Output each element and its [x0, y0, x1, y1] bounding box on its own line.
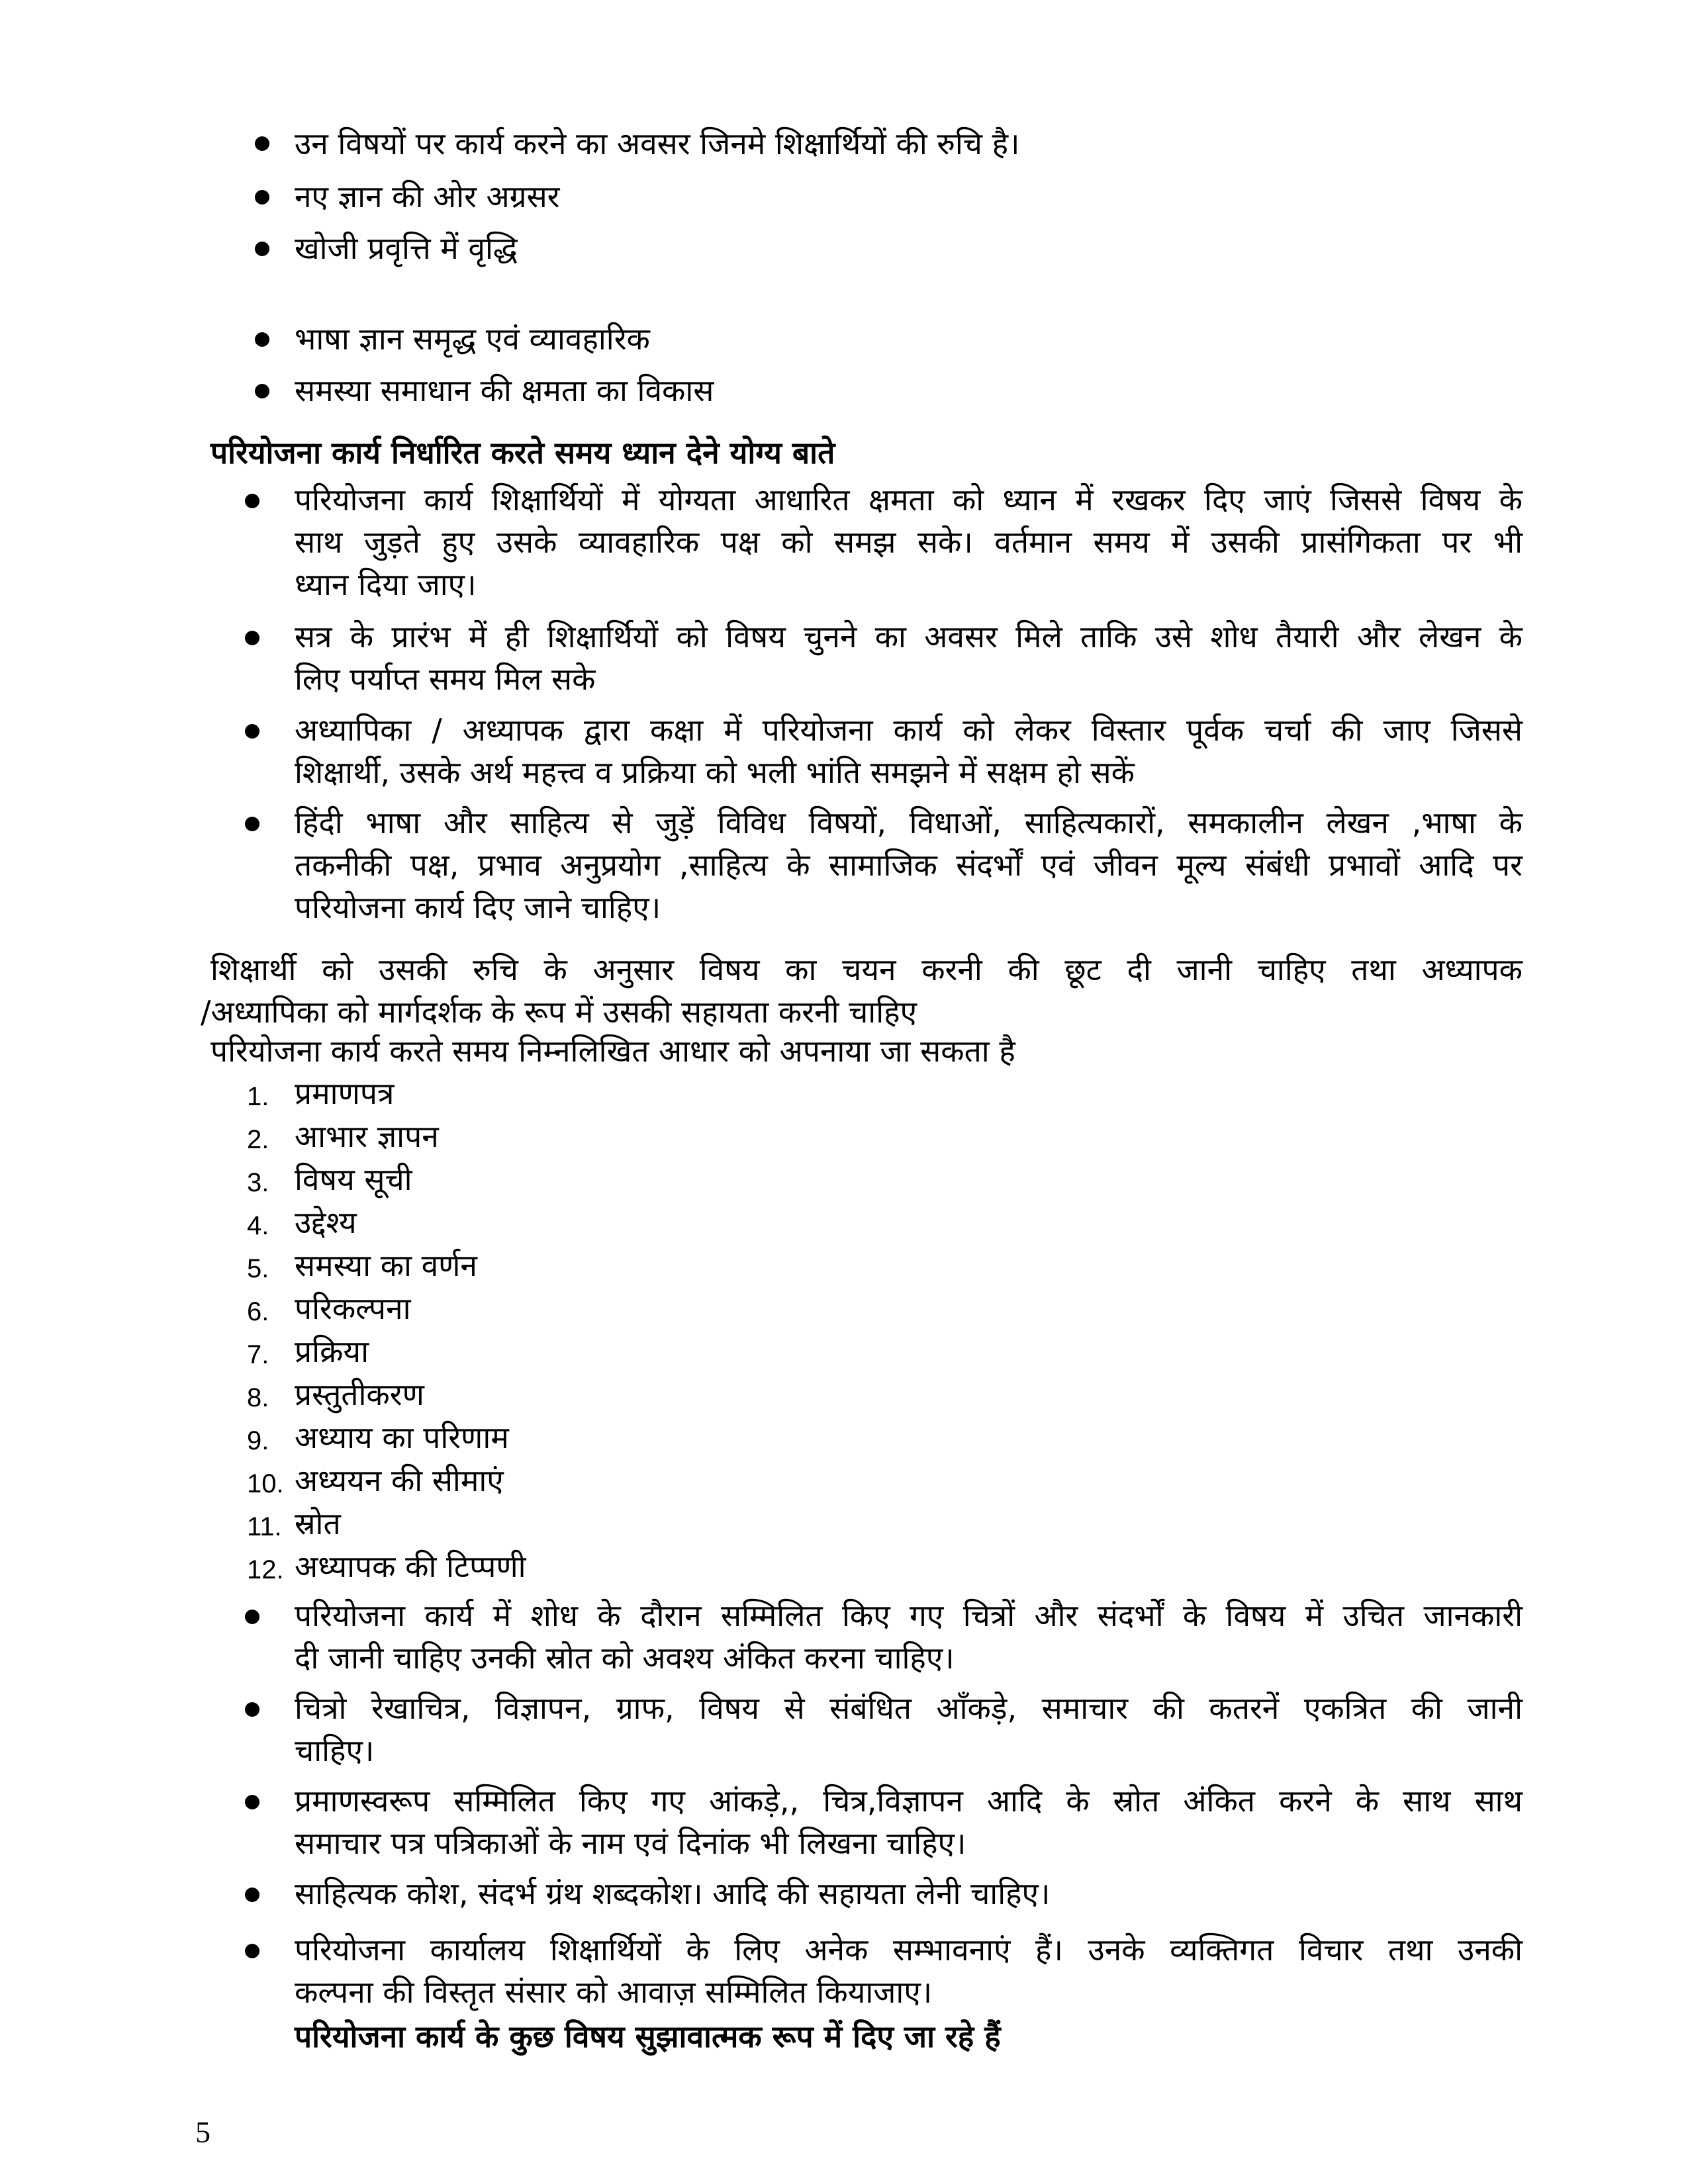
para-choice-line-1: शिक्षार्थी को उसकी रुचि के अनुसार विषय का चयन करनी की छूट दी जानी चाहिए तथा अध्यापक	[211, 952, 1523, 987]
guideline-2-line-2: लिए पर्याप्त समय मिल सके	[295, 661, 596, 697]
page-number: 5	[195, 2115, 211, 2149]
list-number: 5.	[247, 1254, 269, 1283]
basis-item-9: अध्याय का परिणाम	[295, 1420, 509, 1455]
basis-item-2: आभार ज्ञापन	[295, 1118, 439, 1154]
bullet-icon	[245, 1888, 259, 1902]
top-bullet-4: भाषा ज्ञान समृद्ध एवं व्यावहारिक	[295, 321, 650, 357]
list-number: 1.	[247, 1082, 269, 1111]
top-bullet-1: उन विषयों पर कार्य करने का अवसर जिनमे शिक्षार्थियों की रुचि है।	[295, 126, 1020, 161]
list-number: 2.	[247, 1125, 269, 1154]
basis-item-6: परिकल्पना	[295, 1291, 411, 1326]
guideline-2-line-1: सत्र के प्रारंभ में ही शिक्षार्थियों को विषय चुनने का अवसर मिले ताकि उसे शोध तैयारी और लेखन के	[295, 619, 1523, 655]
bullet-icon	[245, 1702, 259, 1717]
bullet-icon	[245, 724, 259, 739]
guideline-3-line-1: अध्यापिका / अध्यापक द्वारा कक्षा में परियोजना कार्य को लेकर विस्तार पूर्वक चर्चा की जाए जिससे	[295, 712, 1523, 748]
basis-item-3: विषय सूची	[295, 1161, 412, 1197]
bottom-bullet-5-line-1: परियोजना कार्यालय शिक्षार्थियों के लिए अनेक सम्भावनाएं हैं। उनके व्यक्तिगत विचार तथा उनकी	[295, 1932, 1523, 1968]
list-number: 7.	[247, 1340, 269, 1369]
list-number: 12.	[247, 1555, 284, 1584]
bottom-bullet-2-line-2: चाहिए।	[295, 1733, 375, 1768]
list-number: 11.	[247, 1512, 282, 1541]
bottom-bullet-1-line-2: दी जानी चाहिए उनकी स्रोत को अवश्य अंकित करना चाहिए।	[295, 1640, 955, 1676]
basis-item-10: अध्ययन की सीमाएं	[295, 1463, 504, 1498]
bullet-icon	[245, 631, 259, 645]
top-bullet-2: नए ज्ञान की ओर अग्रसर	[295, 179, 560, 214]
bullet-icon	[245, 1795, 259, 1809]
bottom-bullet-4-line-1: साहित्यक कोश, संदर्भ ग्रंथ शब्दकोश। आदि की सहायता लेनी चाहिए।	[295, 1876, 1051, 1911]
list-number: 6.	[247, 1297, 269, 1326]
top-bullet-3: खोजी प्रवृत्ति में वृद्धि	[295, 230, 518, 266]
guideline-1-line-2: साथ जुड़ते हुए उसके व्यावहारिक पक्ष को समझ सके। वर्तमान समय में उसकी प्रासंगिकता पर भी	[295, 524, 1523, 560]
list-number: 3.	[247, 1168, 269, 1197]
basis-item-7: प्रक्रिया	[295, 1334, 369, 1369]
bottom-bullet-3-line-2: समाचार पत्र पत्रिकाओं के नाम एवं दिनांक भी लिखना चाहिए।	[295, 1825, 966, 1861]
bullet-icon	[255, 332, 269, 347]
list-number: 4.	[247, 1211, 269, 1240]
closing-heading: परियोजना कार्य के कुछ विषय सुझावात्मक रूप में दिए जा रहे हैं	[295, 2019, 1001, 2054]
bottom-bullet-1-line-1: परियोजना कार्य में शोध के दौरान सम्मिलित किए गए चित्रों और संदर्भों के विषय में उचित जानकारी	[295, 1598, 1523, 1633]
bullet-icon	[255, 384, 269, 398]
guideline-4-line-3: परियोजना कार्य दिए जाने चाहिए।	[295, 889, 661, 925]
bottom-bullet-3-line-1: प्रमाणस्वरूप सम्मिलित किए गए आंकड़े,, चित्र,विज्ञापन आदि के स्रोत अंकित करने के साथ साथ	[295, 1783, 1523, 1819]
list-number: 9.	[247, 1426, 269, 1455]
guideline-4-line-2: तकनीकी पक्ष, प्रभाव अनुप्रयोग ,साहित्य के सामाजिक संदर्भों एवं जीवन मूल्य संबंधी प्रभावों आदि पर	[295, 847, 1523, 883]
top-bullet-5: समस्या समाधान की क्षमता का विकास	[295, 373, 714, 408]
para-choice-line-2: /अध्यापिका को मार्गदर्शक के रूप में उसकी सहायता करनी चाहिए	[201, 994, 917, 1030]
list-number: 8.	[247, 1383, 269, 1412]
section-heading: परियोजना कार्य निर्धारित करते समय ध्यान देने योग्य बाते	[211, 435, 835, 471]
guideline-4-line-1: हिंदी भाषा और साहित्य से जुड़ें विविध विषयों, विधाओं, साहित्यकारों, समकालीन लेखन ,भाषा के	[295, 805, 1523, 841]
basis-item-8: प्रस्तुतीकरण	[295, 1377, 424, 1412]
basis-item-12: अध्यापक की टिप्पणी	[295, 1549, 526, 1584]
bullet-icon	[255, 190, 269, 205]
bullet-icon	[255, 242, 269, 256]
guideline-1-line-3: ध्यान दिया जाए।	[295, 567, 477, 602]
bullet-icon	[255, 136, 269, 151]
guideline-3-line-2: शिक्षार्थी, उसके अर्थ महत्त्व व प्रक्रिया को भली भांति समझने में सक्षम हो सकें	[295, 754, 1135, 790]
para-basis: परियोजना कार्य करते समय निम्नलिखित आधार को अपनाया जा सकता है	[211, 1033, 1015, 1069]
basis-item-11: स्रोत	[295, 1506, 341, 1541]
guideline-1-line-1: परियोजना कार्य शिक्षार्थियों में योग्यता आधारित क्षमता को ध्यान में रखकर दिए जाएं जिससे विषय के	[295, 482, 1523, 518]
bullet-icon	[245, 1610, 259, 1624]
bullet-icon	[245, 817, 259, 831]
bottom-bullet-2-line-1: चित्रो रेखाचित्र, विज्ञापन, ग्राफ, विषय से संबंधित आँकड़े, समाचार की कतरनें एकत्रित की जानी	[295, 1690, 1523, 1726]
bullet-icon	[245, 494, 259, 508]
basis-item-1: प्रमाणपत्र	[295, 1075, 395, 1111]
basis-item-4: उद्देश्य	[295, 1205, 357, 1240]
list-number: 10.	[247, 1469, 284, 1498]
bullet-icon	[245, 1944, 259, 1958]
bottom-bullet-5-line-2: कल्पना की विस्तृत संसार को आवाज़ सम्मिलित कियाजाए।	[295, 1974, 933, 2010]
basis-item-5: समस्या का वर्णन	[295, 1248, 477, 1283]
